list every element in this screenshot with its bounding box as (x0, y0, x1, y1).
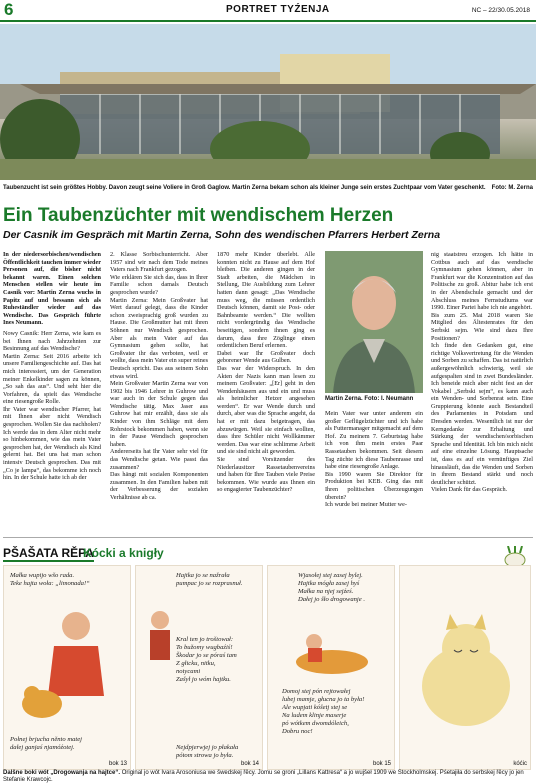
column-1-text: Nowy Casnik: Herr Zerna, wie kam es bei Ihnen nach Jahrzehnten zur Besinnung auf das Wendische? Martin Zerna: Seit 2016 arbeite ich unsere Familiengeschichte auf. Das hat mich interessiert, um der Generation meiner Enkelkinder sagen zu können, „So sah das aus“. Und seht hier die Vorfahren, da spielt das Wendische eine riesengroße Rolle. Ihr Vater war wendischer Pfarrer, hat mit Ihnen aber nicht Wendisch gesprochen. Wollen Sie das nachholen? Ich werde das in dem Alter nicht mehr so hinbekommen, wie das mein Vater gesprochen hat, der Wendisch als Kind gelernt hat. Bei uns hat man schon intensiv Deutsch gesprochen. Das mit „Co je lampa“, das bekomme ich noch hin. In der Schule hatte ich ab der (3, 329, 101, 482)
article-column-2 (110, 251, 208, 529)
aviary-illustration (0, 24, 536, 180)
article-column-5 (431, 251, 533, 529)
article-headline: Ein Taubenzüchter mit wendischem Herzen (3, 205, 394, 226)
panel-4-credit: kóćic (513, 761, 527, 767)
kids-section-title: Kócki a knigły (83, 546, 164, 560)
photo-caption-text: Taubenzucht ist sein größtes Hobby. Davon zeugt seine Voliere in Groß Gaglow. Martin Zerna bekam schon als kleiner Junge sein erstes Zuchtpaar vom Vater geschenkt. (3, 185, 486, 191)
article-column-3 (217, 251, 315, 529)
panel-2-verse-mid: Kral ten jo troštował: To bužomy wugbaźiś! Škodar jo se póraś tam Z głicku, nitku, notycami Zašył jo wóm hajtku. (176, 636, 237, 683)
panel-2-verse-bottom: Nejdpjerwjej jo płakała pótom strowa jo była. (176, 744, 239, 759)
panel-1-verse-bottom: Połnej brjucha něnto matej dałej ganjaś njamóźotej. (10, 736, 82, 751)
martin-zerna-portrait (325, 251, 423, 393)
storybook-panels (3, 565, 531, 770)
column-3-text: 1870 mehr Kinder überlebt. Alle konnten nicht zu Hause auf dem Hof bleiben. Die anderen gingen in der Stadt arbeiten, die Mädchen in Stellung, Die Ausbildung zum Lehrer hatten dann gesagt: „Das Wendische muss weg, die müssen ordentlich Deutsch können, damit sie Post- oder Bahnbeamte werden.“ Die wollten nicht vordergründig das Wendische beseitigen, sondern ihnen ging es darum, dass ihre Zöglinge einen ordentlichen Beruf erlernen. Dabei war Ihr Großvater doch geborener Wende aus Gulben. Das war der Widerspruch. In den Akten der Nazis kann man lesen zu meinem Großvater: „[Er] geht in den Wendenhäusern aus und ein und muss als heimlicher Hetzer angesehen werden“. Er war Wende durch und durch, aber was die Sprache angeht, da hat er mit dazu beigetragen, das abzuwürgen. Weil sie einfach wollten, dass ihre Schüler nicht Wollkämmer werden. Das war eine schlimme Arbeit und sie sind nicht alt geworden. Sie sind Vorsitzender des Niederlausitzer Rassetaubenvereins und haben für Ihre Tauben viele Preise bekommen. Wie wurde aus Ihnen ein so engagierter Taubenzüchter? (217, 251, 315, 494)
column-5-text: nig staatstreu erzogen. Ich hätte in Cottbus auch auf das wendische Gymnasium gehen können, aber in Frankfurt war die Konzentration auf das Politische zu groß. Abitur habe ich erst in der Abendschule gemacht und der Abschluss meines Fernstudiums war 1990. Einer Partei habe ich nie angehört. Bis zum 25. Mai 2018 waren Sie Mitglied des Ältestenrates für den Serbski sejm. Wie sind dazu Ihre Positionen? Ich finde den Gedanken gut, eine richtige Volksvertretung für die Wenden und Sorben zu schaffen. Das ist natürlich außergewöhnlich schwierig, weil sie aufgespalten sind in zwei Bundesländer. Ich beneide mich aber nicht fest an der Vokabel „Serbski sejm“, es kann auch ein Wenden- und Sorbenrat sein. Eine Gruppierung könnte auch Bestandteil des Parlamentes in Potsdam und Dresden werden. Wesentlich ist nur der Kerngedanke zur Erhaltung und Stärkung der wendischen/sorbischen Sprache und Identität. Ich bin mich nicht auf eine einzelne Lösung. Hauptsache ist, dass es auf ein vernünftiges Ziel hinausläuft, das die Wenden und Sorben in ihrem Bestand stärkt und noch deutlicher schützt. Vielen Dank für das Gespräch. (431, 251, 533, 494)
column-2-text: 2. Klasse Sorbischunterricht. Aber 1957 sind wir nach dem Tode meines Vaters nach Frankfurt gezogen. Wie erklären Sie sich das, dass in Ihrer Familie schon damals Deutsch gesprochen wurde? Martin Zerna: Mein Großvater hat Wert darauf gelegt, dass die Kinder schon zweisprachig groß wurden zu Hause. Die Großmutter hat mit ihren Söhnen nur Wendisch gesprochen. Aber als mein Vater auf das Gymnasium gehen sollte, hat Großvater ihr das verboten, weil er wollte, dass mein Vater ein super reines Deutsch spricht. Das aus seinem Sohn etwas wird. Mein Großvater Martin Zerna war von 1902 bis 1946 Lehrer in Guhrow und war auch in der Schule gegen das Wendische tätig. Max Jaser aus Guhrow hat mir erzählt, dass sie als Kinder von ihm Schläge mit dem Rohrstock bekommen haben, wenn sie in der Pause Wendisch gesprochen haben. Andererseits hat Ihr Vater sehr viel für das Wendische getan. Wie passt das zusammen? Das hängt mit sozialen Komponenten zusammen. In den Familien haben mit der Verbesserung der sozialen Verhältnisse ab ca. (110, 251, 208, 501)
column-4-text: Mein Vater war unter anderem ein großer Geflügelzüchter und ich habe als Futtermanager mitgemacht auf dem Hof. Zu meinem 7. Geburtstag habe ich von ihm mein erstes Paar Rassetauben bekommen. Seit diesem Tag züchte ich diese Taubenrasse und habe eine riesengroße Anlage. Bis 1990 waren Sie Direktor für Produktion bei KEB. Ging das mit Ihren politischen Überzeugungen überein? Ich wurde bei meiner Mutter we- (325, 410, 423, 509)
panel-1-page: bok 13 (108, 761, 127, 767)
kids-footnote (3, 770, 533, 784)
pigeon-aviary-photo (0, 24, 536, 180)
page-number: 6 (4, 0, 14, 19)
panel-2-verse-top: Hajtka jo se nažrała pumpac jo se rozprasnuł. (176, 572, 243, 587)
panel-3-verse-bottom: Domoj stej pón rejtowałej lubej mamje, głucna jo ta była! Ale wupjati kóšetj stej se Na ludem klinje maserje pó wótkem dwomdóleich, Dobru noc! (282, 688, 365, 735)
article-subhead: Der Casnik im Gespräch mit Martin Zerna, Sohn des wendischen Pfarrers Herbert Zerna (3, 229, 441, 241)
section-divider (3, 537, 533, 538)
article-column-1 (3, 251, 101, 529)
sleeping-cat-illustration (410, 596, 522, 746)
storybook-panel-1 (3, 565, 131, 770)
storybook-panel-2 (135, 565, 263, 770)
storybook-panel-4 (399, 565, 531, 770)
article-intro: In der niedersorbischen/wendischen Öffentlichkeit tauchen immer wieder Personen auf, die bisher nicht bekannt waren. Einen solchen Menschen stellen wir heute im Casnik vor: Martin Zerna wuchs in Papitz auf und bessann sich als Ruheständler wieder auf das Wendische. Das Gespräch führte Ines Neumann. (3, 251, 101, 327)
page-header (0, 0, 536, 22)
king-illustration (140, 606, 180, 666)
girl-with-cat-illustration (14, 596, 122, 726)
storybook-panel-3 (267, 565, 395, 770)
photo-credit: Foto: M. Zerna (491, 185, 533, 191)
panel-2-page: bok 14 (240, 761, 259, 767)
kids-section-label: PŠAŠATA RĚPA (3, 546, 94, 560)
footnote-bold: Dalšne boki wót „Drogowanja na hajtce“. (3, 770, 121, 776)
footnote-text: Original jo wót Ivara Arosoniusa we šwedskej řěcy. Jomu se groni „Lillans Kattresa“ a jo wujšeł 1909 we Stockholmskej. Pśetajiła do serbskej řěcy jo jen Stefanie Krawcojc. (3, 770, 524, 783)
portrait-illustration (325, 251, 423, 393)
panel-1-verse-top: Małka wupijo wšo rada. Teke hajta woła: „limonada!“ (10, 572, 90, 587)
photo-caption (3, 184, 533, 192)
panel-3-verse-top: Wjasołej stej zasej bylej. Hajtka mógła zasej hyś Małka na njej sejźeś. Dałej jo šło drogowanje . (298, 572, 365, 603)
section-title: PORTRET TYŹENJA (226, 4, 330, 15)
article-column-4 (325, 410, 423, 529)
portrait-caption: Martin Zerna. Foto: I. Neumann (325, 396, 414, 402)
riding-girl-illustration (272, 622, 392, 682)
panel-3-page: bok 15 (372, 761, 391, 767)
issue-info: NC – 22/30.05.2018 (471, 7, 530, 14)
